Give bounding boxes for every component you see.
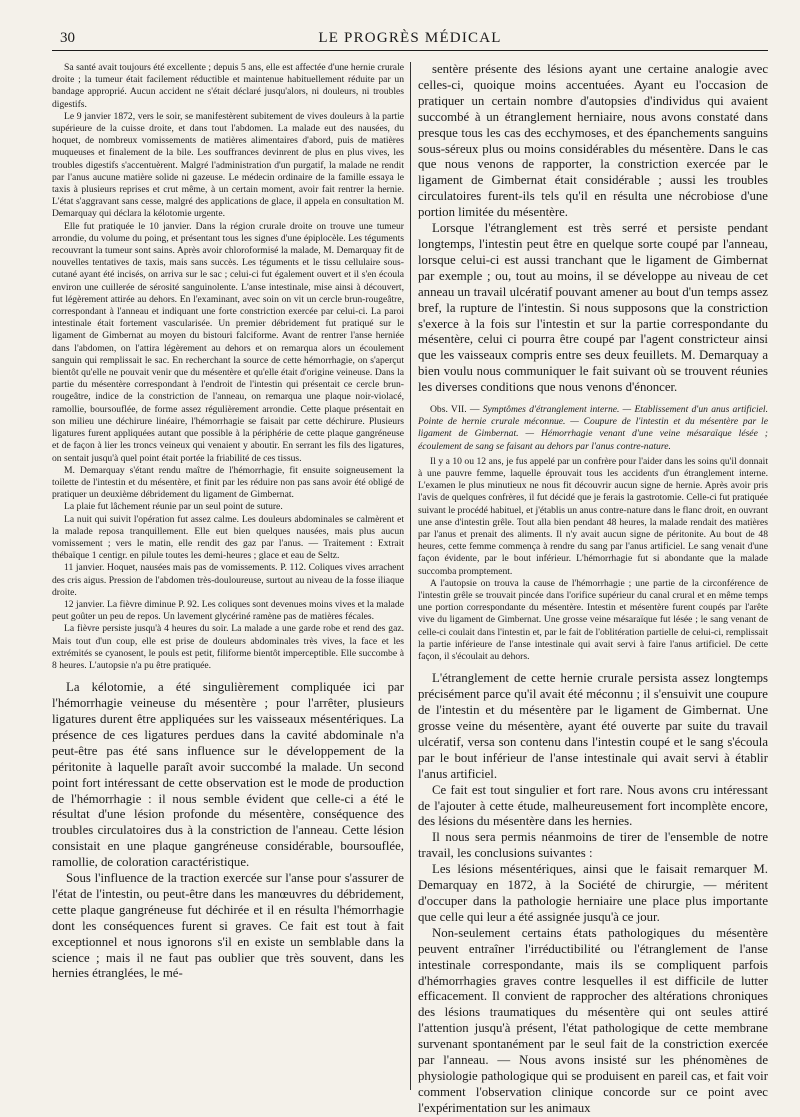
paragraph: La nuit qui suivit l'opération fut assez calme. Les douleurs abdominales se calmèrent et la malade reposa tranquillement. Elle eut bien quelques nausées, mais plus aucun vomissement ; vers le matin, elle rendit des gaz par l'anus. — Traitement : Extrait thébaïque 1 centigr. en pilule toutes les demi-heures ; glace et eau de Seltz. bbox=[52, 513, 404, 562]
right-column bbox=[418, 62, 768, 1117]
paragraph: A l'autopsie on trouva la cause de l'hémorrhagie ; une partie de la circonférence de l'intestin grêle se trouvait pincée dans l'orifice supérieur du canal crural et en même temps une portion correspondante du mésentère. Intestin et mésentère furent coupés par l'arête vive du ligament de Gimbernat. Une grosse veine mésaraïque fut lésée ; le sang venant de celle-ci coulait dans l'intestin et, par le fait de l'oblitération partielle de celui-ci, remplissait la partie inférieure de l'anse intestinale qui avait servi à faire l'anus artificiel. De cette façon, il s'écoulait au dehors. bbox=[418, 577, 768, 663]
paragraph: sentère présente des lésions ayant une certaine analogie avec celles-ci, quoique moins accentuées. Ayant eu l'occasion de pratiquer un certain nombre d'autopsies d'individus qui avaient succombé à un étranglement herniaire, nous avons constaté dans presque tous les cas des ecchymoses, et des épanchements sanguins sous-séreux plus ou moins considérables du mésentère. Dans le cas que nous venons de rapporter, la constriction exercée par le ligament de Gimbernat était considérable ; aussi les troubles circulatoires furent-ils tels qu'il en résulta une nécrobiose d'une portion limitée du mésentère. bbox=[418, 62, 768, 220]
column-divider bbox=[410, 62, 411, 1090]
case-report-continuation bbox=[52, 62, 404, 672]
paragraph: L'étranglement de cette hernie crurale persista assez longtemps précisément parce qu'il avait été méconnu ; il s'ensuivit une coupure de l'intestin et du mésentère par le ligament de Gimbernat. Une grosse veine du mésentère, ayant été ouverte par suite du travail ulcératif, versa son contenu dans l'intestin coupé et le sang s'écoula par le bout inférieur de l'anse intestinale qui avait servi à établir l'anus artificiel. bbox=[418, 671, 768, 781]
paragraph: Il y a 10 ou 12 ans, je fus appelé par un confrère pour l'aider dans les soins qu'il donnait à une pauvre femme, laquelle éprouvait tous les accidents d'un étranglement interne. L'examen le plus minutieux ne nous fit découvrir aucun signe de hernie. Après avoir pris l'avis de quelques confrères, il fut décidé que je ferais la gastrotomie. Celle-ci fut pratiquée suivant le procédé habituel, et j'établis un anus contre-nature dans le flanc droit, en ouvrant une anse d'intestin grêle. Tout alla bien pendant 48 heures, la malade rendait des matières par l'anus et prenait des aliments. Il n'y avait aucun signe de péritonite. Au bout de 48 heures, cette femme commença à rendre du sang par l'anus artificiel. Le sang venait d'une façon évidente, par le bout inférieur. L'hémorrhagie fut si abondante que la malade succomba promptement. bbox=[418, 455, 768, 577]
paragraph: Les lésions mésentériques, ainsi que le faisait remarquer M. Demarquay en 1872, à la Société de chirurgie, — méritent d'occuper dans la pathologie herniaire une place plus importante que celle qui leur a été assignée jusqu'à ce jour. bbox=[418, 862, 768, 924]
paragraph: Le 9 janvier 1872, vers le soir, se manifestèrent subitement de vives douleurs à la partie supérieure de la cuisse droite, et dans tout l'abdomen. La malade eut des nausées, du hoquet, de nombreux vomissements de matières alimentaires d'abord, puis de matières muqueuses et finalement de la bile. Les souffrances devinrent de plus en plus vives, les troubles digestifs s'accentuèrent. Malgré l'administration d'un purgatif, la malade ne rendit par l'anus aucune matière solide ni gazeuse. Le médecin ordinaire de la famille essaya le taxis à plusieurs reprises et crut même, à un certain moment, avoir fait rentrer la hernie. L'état s'aggravant sans cesse, malgré des applications de glace, il appela en consultation M. Demarquay qui déclara la kélotomie urgente. bbox=[52, 110, 404, 220]
paragraph: Elle fut pratiquée le 10 janvier. Dans la région crurale droite on trouve une tumeur arrondie, du volume du poing, et présentant tous les signes d'une épiplocèle. Les téguments recouvrant la tumeur sont sains. Après avoir chloroformisé la malade, M. Demarquay fit de nouvelles tentatives de taxis, mais sans succès. Les téguments et le tissu cellulaire sous-cutané ayant été incisés, on arriva sur le sac ; celui-ci fut également ouvert et il s'en écoula environ une cuillerée de sérosité sanguinolente. L'anse intestinale, mise ainsi à découvert, fut légèrement attirée au dehors. En l'examinant, avec soin on vit un cercle brun-rougeâtre, correspondant à l'anneau et indiquant une forte constriction exercée par celui-ci. La paroi intestinale était fortement vascularisée. Un premier débridement fut pratiqué sur le ligament de Gimbernat au moyen du bistouri falciforme. Avant de rentrer l'anse herniée dans l'abdomen, on l'attira légèrement au dehors et on remarqua alors un écoulement sanguin qui remplissait le sac. En recherchant la source de cette hémorrhagie, on s'aperçut bientôt qu'elle ne pouvait venir que du mésentère et qu'elle était d'origine veineuse. Dans la partie du mésentère correspondant à l'endroit de l'intestin qui présentait ce cercle brun-rougeâtre, indice de la constriction de l'anneau, on remarqua une plaque noir-violacé, ramollie, boursouflée, de forme assez régulièrement arrondie. Cette plaque présentait en son milieu une déchirure linéaire, l'hémorrhagie se faisait par cette déchirure. Plusieurs ligatures furent appliquées autant que possible à la périphérie de cette plaque gangréneuse et de façon à lier les troncs veineux qui venaient y aboutir. En serrant les fils des ligatures, on sentait jusqu'à quel point était portée la friabilité de ces tissus. bbox=[52, 220, 404, 464]
observation-block bbox=[418, 404, 768, 663]
observation-label: Obs. VII. — bbox=[430, 404, 480, 416]
paragraph: La kélotomie, a été singulièrement compliquée ici par l'hémorrhagie veineuse du mésentère ; pour l'arrêter, plusieurs ligatures durent être appliquées sur les vaisseaux mésentériques. La présence de ces ligatures perdues dans la cavité abdominale n'a peut-être pas été sans influence sur le développement de la péritonite à laquelle paraît avoir succombé la malade. Un second point fort intéressant de cette observation est le mode de production de l'hémorrhagie : il nous semble évident que celle-ci a été le résultat d'une lésion profonde du mésentère, conséquence des troubles circulatoires dus à la constriction de l'anneau. Cette lésion consistait en une plaque gangréneuse considérable, boursouflée, ramollie, de coloration caractéristique. bbox=[52, 680, 404, 870]
paragraph: Il nous sera permis néanmoins de tirer de l'ensemble de notre travail, les conclusions suivantes : bbox=[418, 830, 768, 861]
page-number: 30 bbox=[60, 30, 75, 46]
paragraph: Sous l'influence de la traction exercée sur l'anse pour s'assurer de l'état de l'intestin, ou peut-être dans les manœuvres du débridement, cette plaque gangréneuse fut déchirée et il en résulta l'hémorrhagie dont les conséquences furent si graves. Ce fait est tout à fait exceptionnel et nous ignorons s'il en existe un semblable dans la science ; mais il ne faut pas oublier que très souvent, dans les hernies étranglées, le mé- bbox=[52, 871, 404, 981]
paragraph: 12 janvier. La fièvre diminue P. 92. Les coliques sont devenues moins vives et la malade peut goûter un peu de repos. Un lavement glycériné ramène pas de matières fécales. bbox=[52, 598, 404, 623]
paragraph: Lorsque l'étranglement est très serré et persiste pendant longtemps, l'intestin peut être en quelque sorte coupé par l'anneau, lorsque celui-ci est aussi tranchant que le ligament de Gimbernat par exemple ; ou, tout au moins, il se développe au niveau de cet anneau un travail ulcératif pouvant amener au bout d'un temps assez bref, la rupture de l'intestin. Si nous supposons que la constriction s'exerce à la fois sur l'intestin et sur la partie correspondante du mésentère, celui ci pourra être coupé par l'agent constricteur ainsi que les vaisseaux compris entre ses deux feuillets. M. Demarquay a bien voulu nous communiquer le fait suivant où se trouvent réunies les diverses conditions que nous venons d'énoncer. bbox=[418, 221, 768, 395]
left-column bbox=[52, 62, 404, 982]
commentary bbox=[52, 680, 404, 982]
running-title: LE PROGRÈS MÉDICAL bbox=[318, 30, 502, 46]
observation-title: Symptômes d'étranglement interne. — Etablissement d'un anus artificiel. Pointe de hernie crurale méconnue. — Coupure de l'intestin et du mésentère par le ligament de Gimbernat. — Hémorrhagie venant d'une veine mésaraïque lésée ; écoulement de sang se faisant au dehors par l'anus contre-nature. bbox=[418, 404, 768, 452]
paragraph: Ce fait est tout singulier et fort rare. Nous avons cru intéressant de l'ajouter à cette étude, malheureusement fort incomplète encore, des lésions du mésentère dans les hernies. bbox=[418, 782, 768, 829]
paragraph: Sa santé avait toujours été excellente ; depuis 5 ans, elle est affectée d'une hernie crurale droite ; la tumeur était facilement réductible et maintenue habituellement réduite par un bandage approprié. Aucun accident ne s'était déclaré jusqu'alors, ni douleurs, ni troubles digestifs. bbox=[52, 62, 404, 110]
page-header bbox=[52, 28, 768, 51]
paragraph: La fièvre persiste jusqu'à 4 heures du soir. La malade a une garde robe et rend des gaz. Mais tout d'un coup, elle est prise de douleurs abdominales très vives, la face et les extrémités se cyanosent, le pouls est petit, filiforme bientôt imperceptible. Elle succombe à 8 heures. L'autopsie n'a pu être pratiquée. bbox=[52, 623, 404, 671]
observation-heading bbox=[418, 404, 768, 453]
conclusions bbox=[418, 671, 768, 1116]
commentary-continued bbox=[418, 62, 768, 396]
paragraph: M. Demarquay s'étant rendu maître de l'hémorrhagie, fit ensuite soigneusement la toilette de l'intestin et du mésentère, et finit par les réduire non pas sans avoir été obligé de pratiquer un deuxième débridement du ligament de Gimbernat. bbox=[52, 464, 404, 501]
paragraph: 11 janvier. Hoquet, nausées mais pas de vomissements. P. 112. Coliques vives arrachent des cris aigus. Pression de l'abdomen très-douloureuse, surtout au niveau de la fosse iliaque droite. bbox=[52, 562, 404, 598]
paragraph: Non-seulement certains états pathologiques du mésentère peuvent entraîner l'irréductibilité ou l'étranglement de l'anse intestinale correspondante, mais ils se compliquent parfois d'hémorrhagies graves contre lesquelles il est difficile de lutter efficacement. Il convient de rapprocher des altérations chroniques des lésions traumatiques du mésentère qui ont seules attiré l'attention jusqu'à présent, l'état pathologique de cette membrane survenant spontanément par le seul fait de la constriction exercée par l'anneau. — Nous avons insisté sur les phénomènes de physiologie pathologique qui se produisent en pareil cas, et fait voir comment l'observation clinique concorde sur ce point avec l'expérimentation sur les animaux bbox=[418, 925, 768, 1115]
paragraph: La plaie fut lâchement réunie par un seul point de suture. bbox=[64, 501, 283, 513]
